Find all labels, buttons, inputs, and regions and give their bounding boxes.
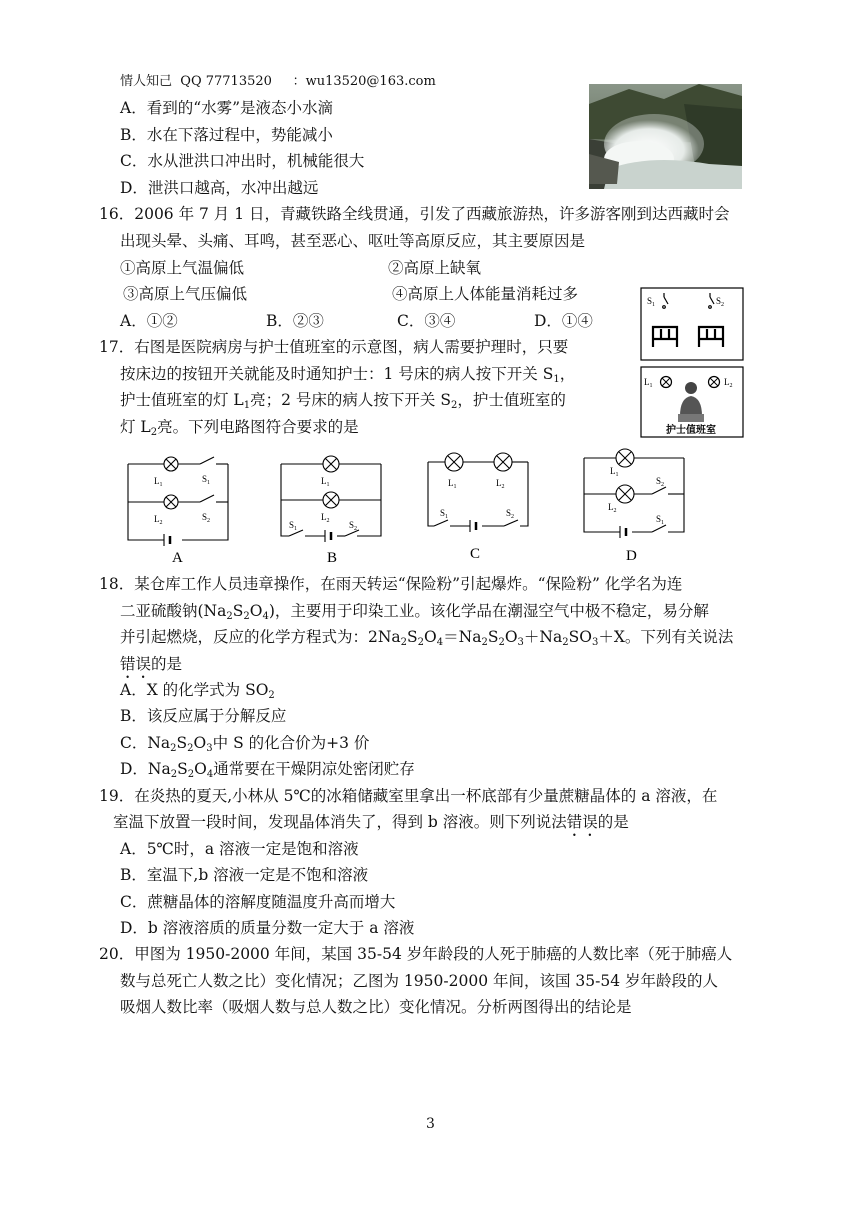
q18-line1: 18．某仓库工作人员违章操作，在雨天转运“保险粉”引起爆炸。“保险粉” 化学名为连 [99,575,683,593]
q19-option-b: B．室温下,b 溶液一定是不饱和溶液 [120,866,369,884]
q19-line1: 19．在炎热的夏天,小林从 5℃的冰箱储藏室里拿出一杯底部有少量蔗糖晶体的 a 溶液，在 [99,787,718,805]
q20-line2: 数与总死亡人数之比）变化情况；乙图为 1950-2000 年间，该国 35-54 岁年龄段的人 [120,972,719,990]
q19-line2: 室温下放置一段时间，发现晶体消失了，得到 b 溶液。则下列说法错误的是 [113,813,629,831]
q18-option-b: B．该反应属于分解反应 [120,707,287,725]
svg-text:L1: $L_1$ [154,476,163,488]
q15-option-d: D．泄洪口越高，水冲出越远 [120,179,319,197]
svg-text:S1: $S_1$ [289,520,298,532]
q15-option-a: A．看到的“水雾”是液态小水滴 [120,99,334,117]
q18-line3: 并引起燃烧，反应的化学方程式为：$2Na_2S_2O_4=Na_2S_2O_3+Na_2SO_3+X$。下列有关说法 [120,628,734,648]
q20-line1: 20．甲图为 1950-2000 年间，某国 35-54 岁年龄段的人死于肺癌的人数比率（死于肺癌人 [99,945,733,963]
svg-text:L1: $L_1$ [644,377,653,389]
nurse-room-diagram [640,366,744,438]
svg-text:L2: $L_2$ [608,502,617,514]
q15-option-b: B．水在下落过程中，势能减小 [120,126,333,144]
ward-diagram [640,287,744,361]
q18-option-a: A．X 的化学式为 $SO_2$ [120,681,275,701]
svg-text:S1: $S_1$ [202,474,211,486]
svg-text:L1: $L_1$ [448,478,457,490]
q18-option-d: D．$Na_2S_2O_4$通常要在干燥阴凉处密闭贮存 [120,760,415,780]
q18-line2: 二亚硫酸钠$(Na_2S_2O_4)$，主要用于印染工业。该化学品在潮湿空气中极不稳定，易分解 [120,602,709,622]
svg-text:S2: $S_2$ [716,296,725,308]
q16-option-b: B．②③ [266,312,324,330]
q19-option-a: A．5℃时，a 溶液一定是饱和溶液 [120,840,359,858]
svg-text:L1: $L_1$ [610,466,619,478]
q17-line3: 护士值班室的灯 $L_1$亮；2 号床的病人按下开关 $S_2$，护士值班室的 [120,391,566,411]
page-number: 3 [426,1116,435,1132]
svg-text:S2: $S_2$ [202,512,211,524]
circuit-c [424,448,534,562]
q16-statement-4: ④高原上人体能量消耗过多 [392,285,579,303]
svg-text:S1: $S_1$ [440,508,449,520]
q16-option-d: D．①④ [534,312,593,330]
circuit-d [580,446,690,564]
q16-statement-1: ①高原上气温偏低 [120,259,245,277]
svg-text:S2: $S_2$ [349,520,358,532]
circuit-d-label: D [626,548,637,564]
q16-option-a: A．①② [120,312,178,330]
circuit-b [277,450,387,566]
circuit-c-label: C [470,546,481,562]
svg-text:S1: $S_1$ [647,296,656,308]
header-line [120,72,436,92]
q16-option-c: C．③④ [397,312,456,330]
dam-photo [589,84,742,189]
circuit-a-label: A [172,550,183,564]
q18-line4: 错误的是 [120,655,183,673]
q19-option-d: D．b 溶液溶质的质量分数一定大于 a 溶液 [120,919,415,937]
q15-option-c: C．水从泄洪口冲出时，机械能很大 [120,152,365,170]
q16-line2: 出现头晕、头痛、耳鸣，甚至恶心、呕吐等高原反应，其主要原因是 [120,232,586,250]
circuit-a [124,452,234,564]
svg-text:L2: $L_2$ [496,478,505,490]
q20-line3: 吸烟人数比率（吸烟人数与总人数之比）变化情况。分析两图得出的结论是 [120,998,632,1016]
q19-option-c: C．蔗糖晶体的溶解度随温度升高而增大 [120,893,396,911]
q17-line2: 按床边的按钮开关就能及时通知护士：1 号床的病人按下开关 $S_1$， [120,365,576,385]
q16-statement-3: ③高原上气压偏低 [123,285,248,303]
svg-text:L2: $L_2$ [154,514,163,526]
q17-line1: 17．右图是医院病房与护士值班室的示意图，病人需要护理时，只要 [99,338,569,356]
svg-text:S2: $S_2$ [506,508,515,520]
q17-line4: 灯 $L_2$亮。下列电路图符合要求的是 [120,418,359,438]
q18-option-c: C．$Na_2S_2O_3$中 S 的化合价为+3 价 [120,734,370,754]
svg-text:L2: $L_2$ [724,377,733,389]
header-name: 情人知己 [120,74,173,89]
header-email: ：wu13520@163.com [292,74,436,89]
q16-line1: 16．2006 年 7 月 1 日，青藏铁路全线贯通，引发了西藏旅游热，许多游客刚到达西藏时会 [99,205,730,223]
svg-text:S2: $S_2$ [656,476,665,488]
svg-text:L2: $L_2$ [321,512,330,524]
svg-text:护士值班室: 护士值班室 [666,425,716,436]
circuit-b-label: B [327,550,338,566]
q16-statement-2: ②高原上缺氧 [388,259,482,277]
svg-text:S1: $S_1$ [656,514,665,526]
svg-text:L1: $L_1$ [321,476,330,488]
header-qq: QQ 77713520 [180,74,272,89]
